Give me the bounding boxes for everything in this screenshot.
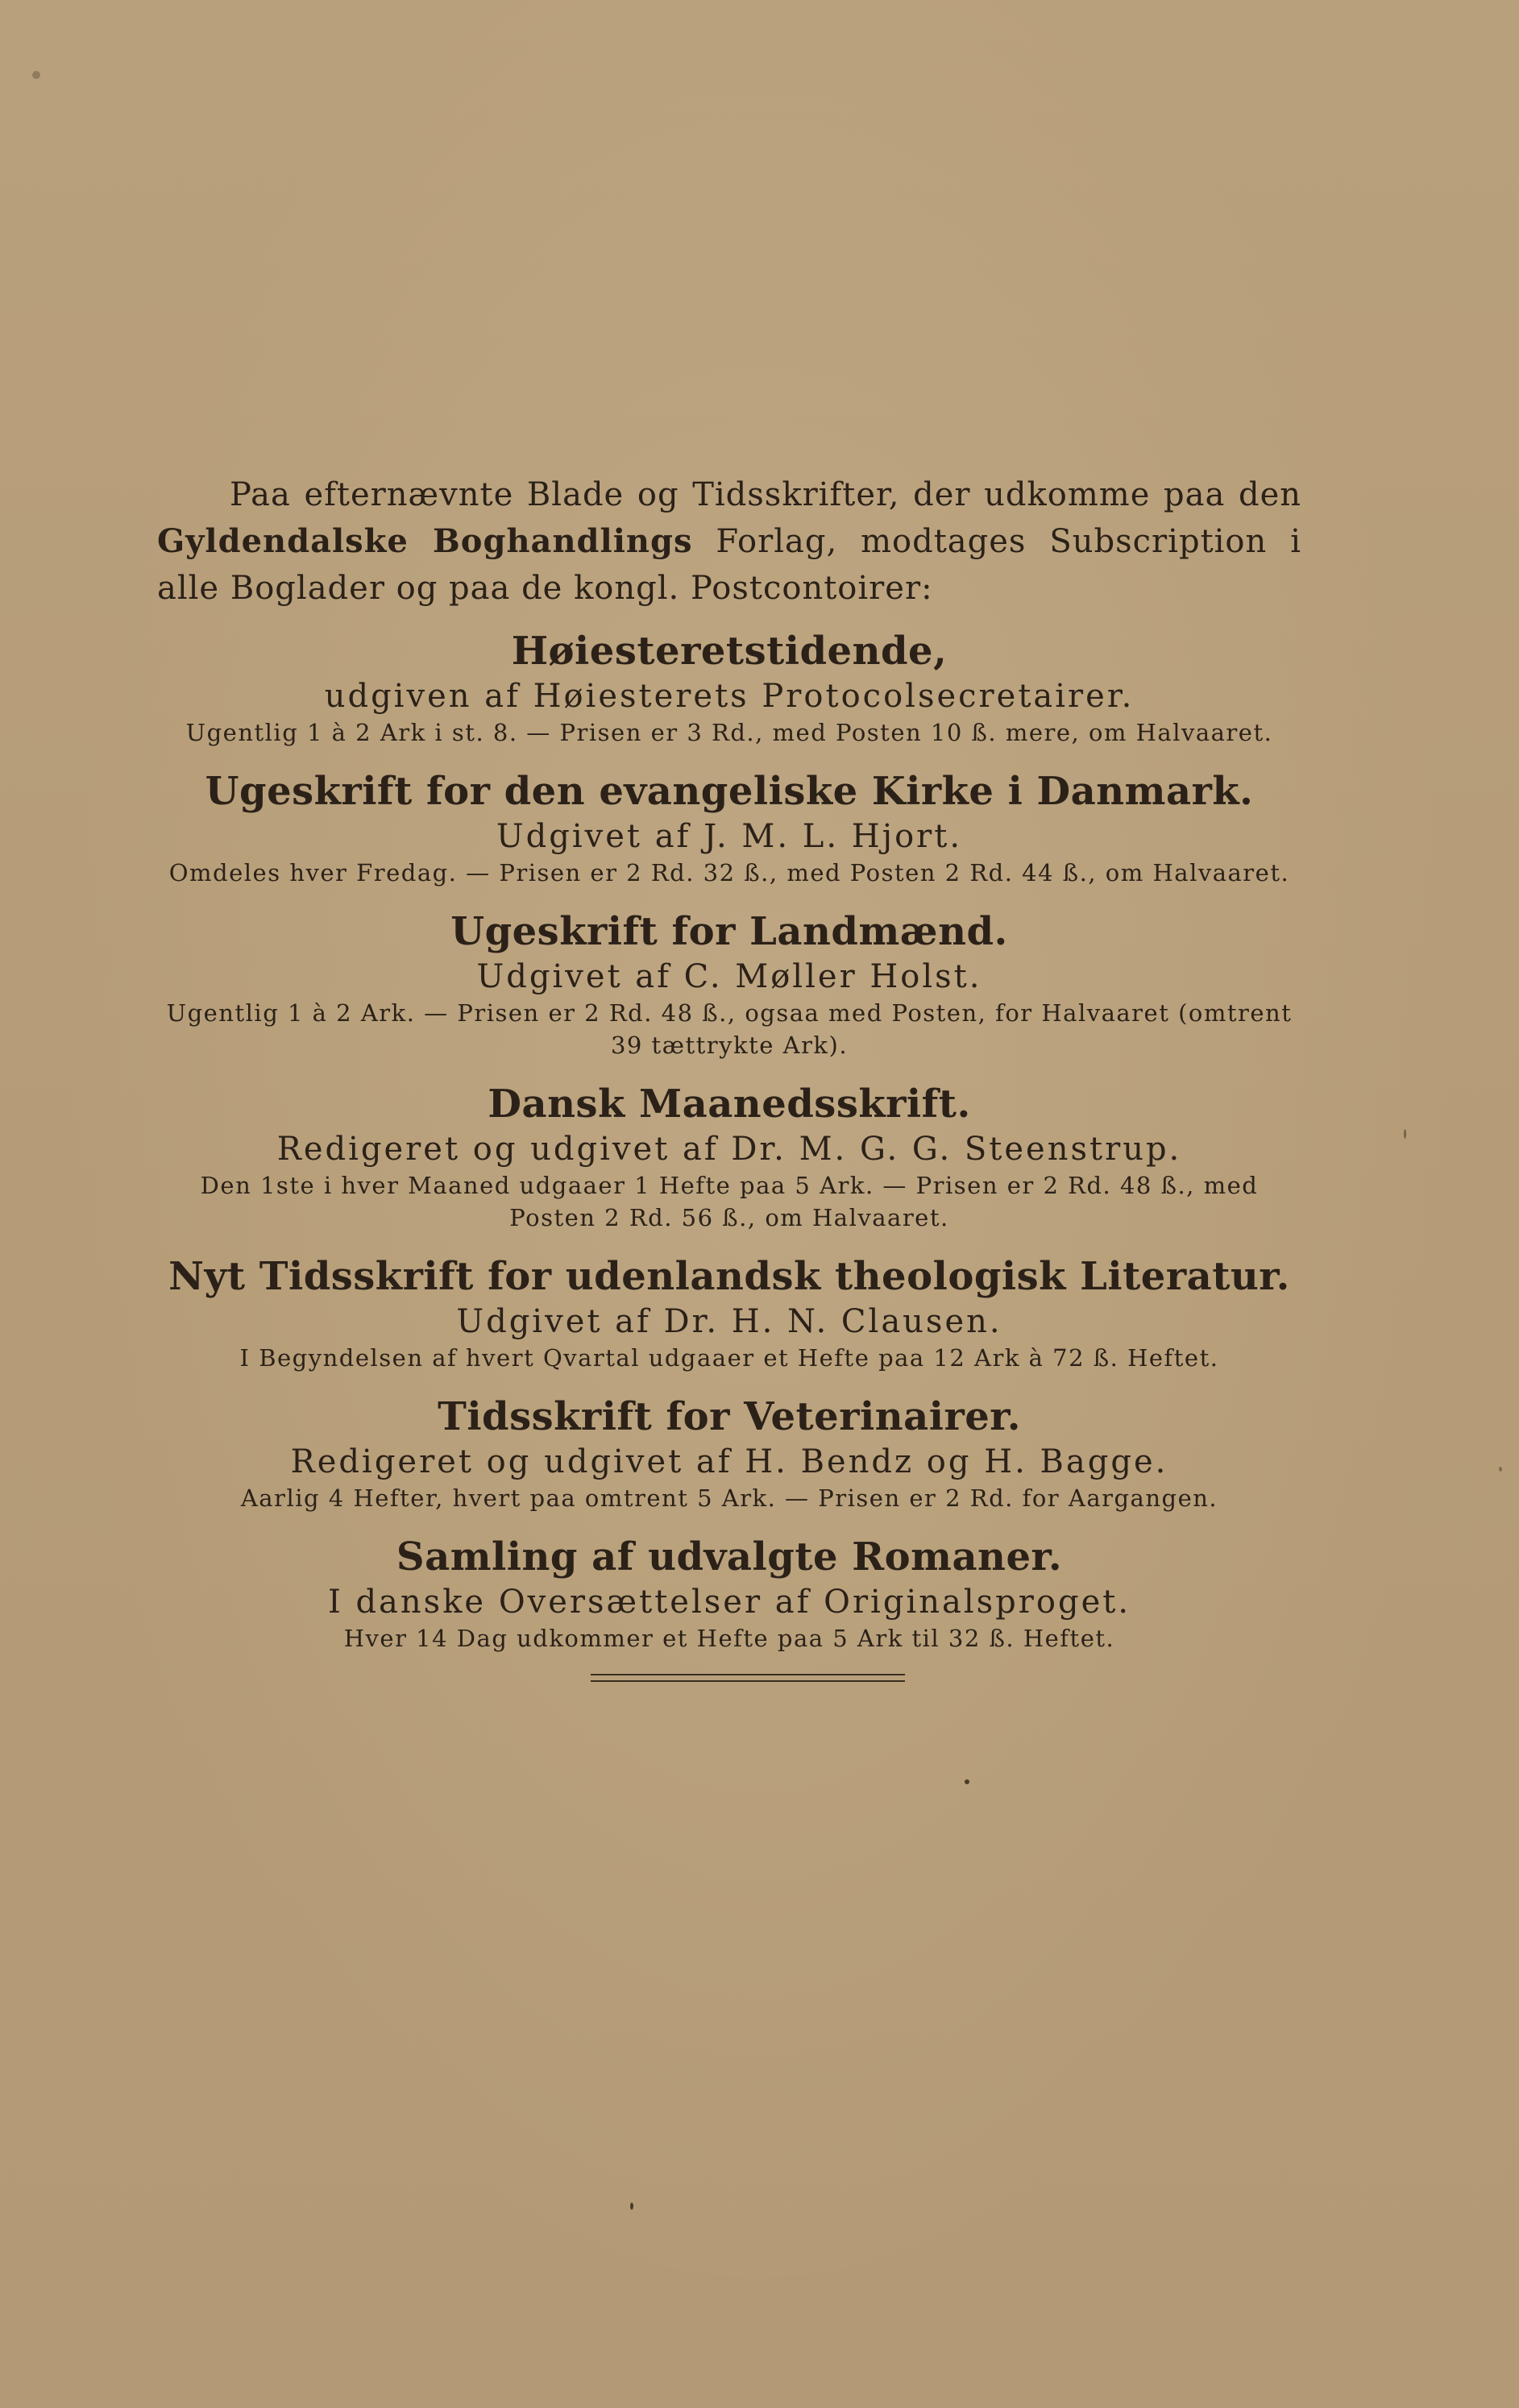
periodical-editor: Udgivet af Dr. H. N. Clausen.: [456, 1303, 1002, 1340]
intro-start: Paa efternævnte Blade og Tidsskrifter, der udkomme paa den: [230, 476, 1301, 513]
periodical-info: Hver 14 Dag udkommer et Hefte paa 5 Ark til 32 ß. Heftet.: [343, 1625, 1115, 1652]
paper-speck: [1499, 1467, 1502, 1472]
paper-speck: [965, 1779, 969, 1784]
periodical-entry: [157, 626, 1301, 749]
periodical-entry: [157, 1252, 1301, 1374]
advertisement-text: [157, 471, 1301, 1672]
intro-paragraph: [157, 471, 1301, 612]
periodical-editor: Redigeret og udgivet af Dr. M. G. G. Steenstrup.: [276, 1131, 1182, 1168]
paper-speck: [32, 71, 40, 79]
publisher-name: Gyldendalske Boghandlings: [157, 522, 693, 560]
paper-speck: [1404, 1129, 1406, 1139]
periodical-info: Ugentlig 1 à 2 Ark. — Prisen er 2 Rd. 48 ß., ogsaa med Posten, for Halvaaret (omtrent 39 tættrykte Ark).: [166, 999, 1293, 1059]
periodical-editor: Udgivet af C. Møller Holst.: [476, 958, 982, 995]
periodical-title: Ugeskrift for Landmænd.: [450, 909, 1008, 954]
periodical-entry: [157, 1532, 1301, 1654]
periodical-title: Samling af udvalgte Romaner.: [396, 1534, 1063, 1580]
periodical-info: Den 1ste i hver Maaned udgaaer 1 Hefte paa 5 Ark. — Prisen er 2 Rd. 48 ß., med Posten 2 Rd. 56 ß., om Halvaaret.: [200, 1172, 1259, 1231]
periodical-editor: Udgivet af J. M. L. Hjort.: [496, 818, 963, 855]
intro-end: Forlag, modtages Subscription i alle Boglader og paa de kongl. Postcontoirer:: [157, 523, 1302, 607]
periodical-entry: [157, 1392, 1301, 1514]
periodical-info: Ugentlig 1 à 2 Ark i st. 8. — Prisen er 3 Rd., med Posten 10 ß. mere, om Halvaaret.: [185, 719, 1273, 746]
periodical-info: Aarlig 4 Hefter, hvert paa omtrent 5 Ark. — Prisen er 2 Rd. for Aargangen.: [240, 1484, 1218, 1512]
periodical-title: Dansk Maanedsskrift.: [488, 1082, 971, 1127]
periodical-title: Høiesteretstidende,: [511, 629, 948, 674]
double-rule-divider: [591, 1674, 905, 1682]
periodical-title: Nyt Tidsskrift for udenlandsk theologisk Literatur.: [168, 1254, 1290, 1299]
periodical-editor: udgiven af Høiesterets Protocolsecretairer.: [324, 678, 1135, 715]
periodical-entry: [157, 766, 1301, 889]
periodical-title: Tidsskrift for Veterinairer.: [438, 1394, 1021, 1439]
periodical-entry: [157, 907, 1301, 1061]
periodical-editor: Redigeret og udgivet af H. Bendz og H. Bagge.: [290, 1443, 1168, 1480]
periodical-info: Omdeles hver Fredag. — Prisen er 2 Rd. 32 ß., med Posten 2 Rd. 44 ß., om Halvaaret.: [168, 859, 1290, 886]
periodical-entry: [157, 1079, 1301, 1234]
paper-speck: [630, 2202, 633, 2210]
periodical-title: Ugeskrift for den evangeliske Kirke i Danmark.: [205, 769, 1254, 814]
periodical-info: I Begyndelsen af hvert Qvartal udgaaer et Hefte paa 12 Ark à 72 ß. Heftet.: [239, 1344, 1219, 1372]
periodical-editor: I danske Oversættelser af Originalsproget.: [327, 1584, 1131, 1621]
